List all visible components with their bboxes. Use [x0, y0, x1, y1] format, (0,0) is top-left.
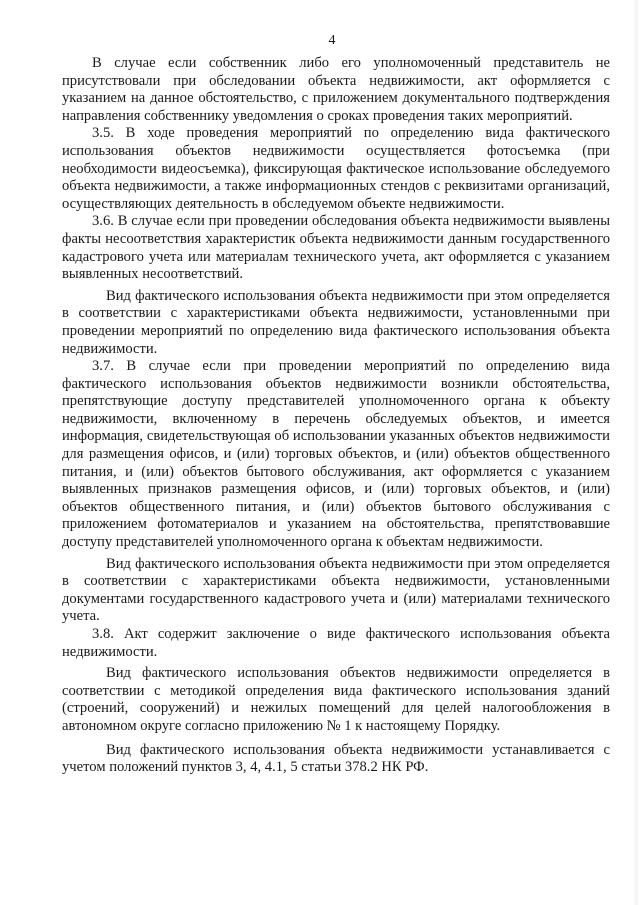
paragraph-3-8: 3.8. Акт содержит заключение о виде фактического использования объекта недвижимости. [62, 626, 610, 660]
page-number: 4 [328, 33, 336, 48]
paragraph-owner-absent: В случае если собственник либо его уполномоченный представитель не присутствовали при обследовании объекта недвижимости, акт оформляется с указанием на данное обстоятельство, с приложением документального подтверждения направления собственнику уведомления о сроках проведения таких мероприятий. [62, 55, 610, 124]
paragraph-tax-code: Вид фактического использования объекта недвижимости устанавливается с учетом положений пунктов 3, 4, 4.1, 5 статьи 378.2 НК РФ. [62, 741, 610, 776]
paragraph-3-5: 3.5. В ходе проведения мероприятий по определению вида фактического использования объектов недвижимости осуществляется фотосъемка (при необходимости видеосъемка), фиксирующая фактическое использование обследуемого объекта недвижимости, а также информационных стендов с реквизитами организаций, осуществляющих деятельность в обследуемом объекте недвижимости. [62, 125, 610, 212]
paragraph-3-7-usage-type: Вид фактического использования объекта недвижимости при этом определяется в соответствии с характеристиками объекта недвижимости, установленными документами государственного кадастрового учета и (или) материалами технического учета. [62, 555, 610, 625]
paragraph-3-7: 3.7. В случае если при проведении мероприятий по определению вида фактического использования объектов недвижимости возникли обстоятельства, препятствующие доступу представителей уполномоченного органа к объекту недвижимости, включенному в перечень обследуемых объектов, и имеется информация, свидетельствующая об использовании указанных объектов недвижимости для размещения офисов, и (или) торговых объектов, и (или) объектов общественного питания, и (или) объектов бытового обслуживания, акт оформляется с указанием выявленных признаков размещения офисов, и (или) торговых объектов, и (или) объектов общественного питания, и (или) объектов бытового обслуживания с приложением фотоматериалов и указанием на обстоятельства, препятствовавшие доступу представителей уполномоченного органа к объектам недвижимости. [62, 358, 610, 551]
scan-edge-shadow [632, 0, 638, 905]
paragraph-3-6-usage-type: Вид фактического использования объекта недвижимости при этом определяется в соответствии с характеристиками объекта недвижимости, установленными при проведении мероприятий по определению вида фактического использования объекта недвижимости. [62, 287, 610, 357]
paragraph-3-6: 3.6. В случае если при проведении обследования объекта недвижимости выявлены факты несоответствия характеристик объекта недвижимости данным государственного кадастрового учета или материалам технического учета, акт оформляется с указанием выявленных несоответствий. [62, 213, 610, 283]
paragraph-methodology: Вид фактического использования объектов недвижимости определяется в соответствии с методикой определения вида фактического использования зданий (строений, сооружений) и нежилых помещений для целей налогообложения в автономном округе согласно приложению № 1 к настоящему Порядку. [62, 665, 610, 734]
